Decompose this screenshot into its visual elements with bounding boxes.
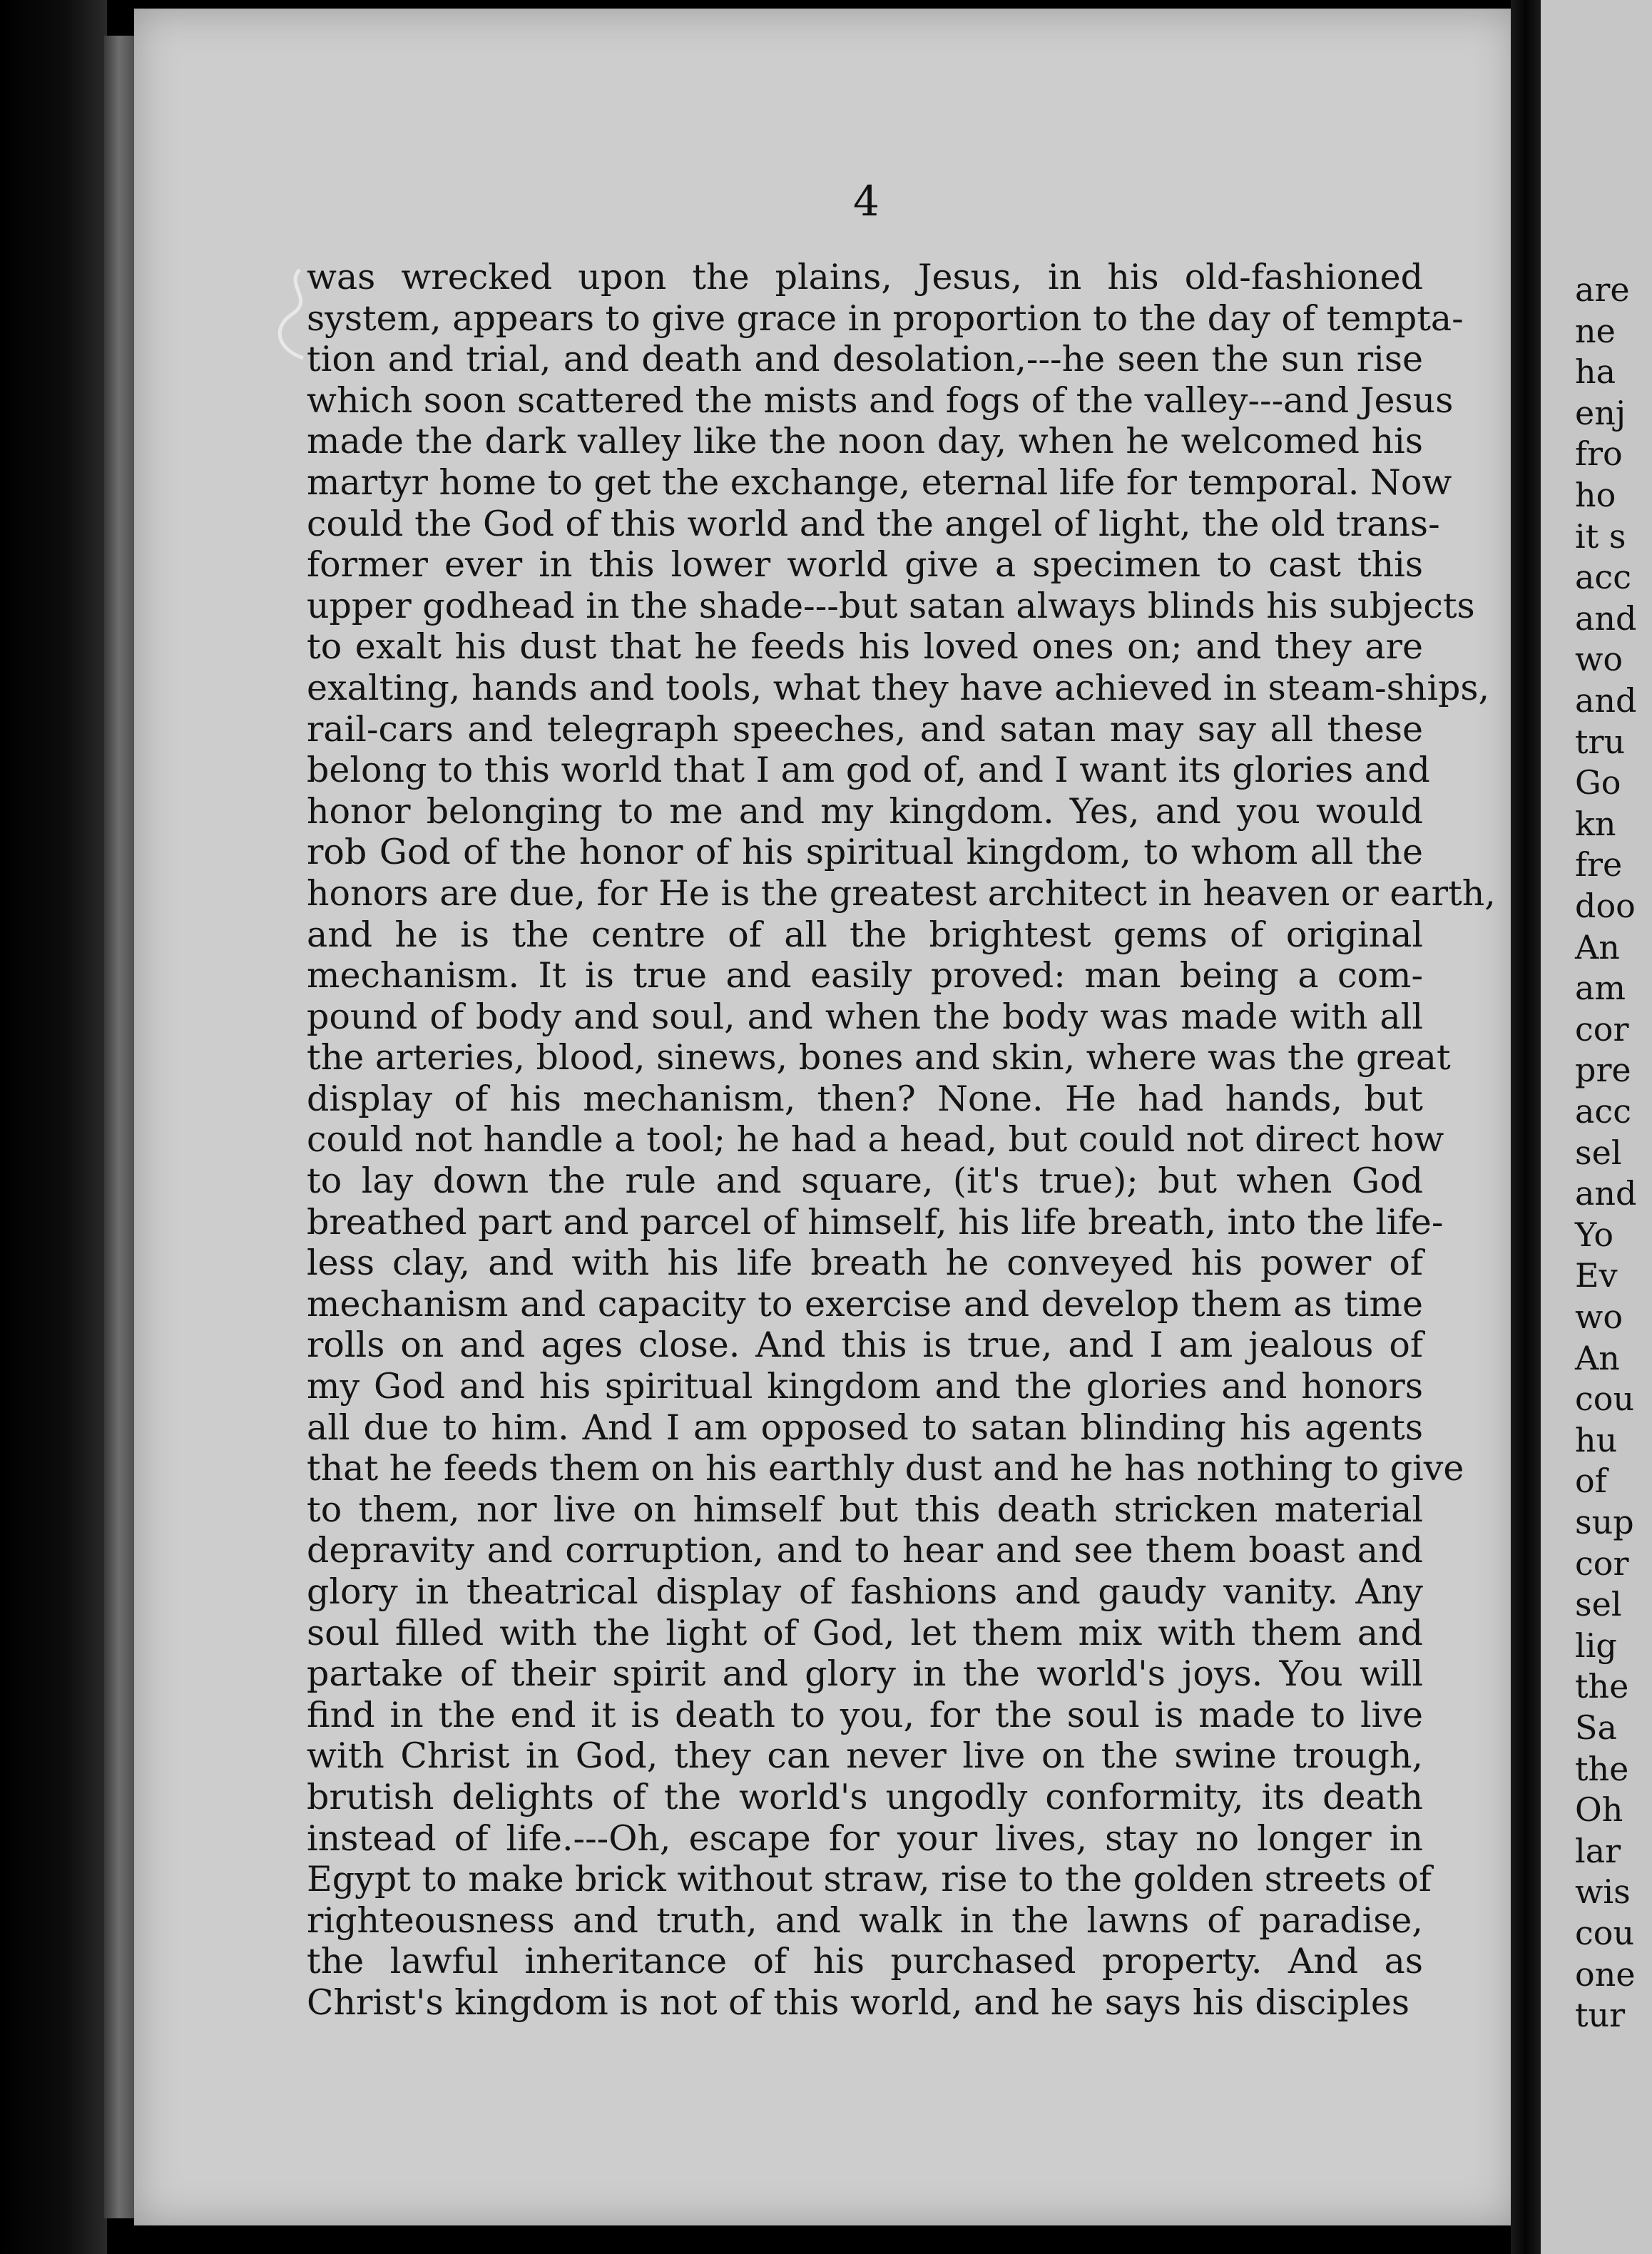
text-line: to them, nor live on himself but this death stricken material — [307, 1489, 1423, 1530]
adjacent-page-fragment: of — [1575, 1462, 1607, 1500]
text-line: could the God of this world and the angel of light, the old trans- — [307, 503, 1440, 544]
adjacent-page-fragment: wo — [1575, 640, 1623, 678]
text-line: that he feeds them on his earthly dust and he has nothing to give — [307, 1448, 1464, 1489]
scan-left-margin — [0, 0, 107, 2254]
text-line: instead of life.---Oh, escape for your lives, stay no longer in — [307, 1817, 1423, 1859]
adjacent-page-fragment: cor — [1575, 1544, 1629, 1583]
page-number: 4 — [853, 177, 879, 225]
adjacent-page-fragment: Sa — [1575, 1708, 1617, 1747]
text-line: which soon scattered the mists and fogs of the valley---and Jesus — [307, 379, 1454, 421]
text-line: mechanism. It is true and easily proved: man being a com- — [307, 955, 1423, 996]
text-line: honors are due, for He is the greatest architect in heaven or earth, — [307, 872, 1496, 914]
adjacent-page-fragment: lar — [1575, 1832, 1621, 1870]
text-line: and he is the centre of all the brightest gems of original — [307, 914, 1423, 955]
text-line: soul filled with the light of God, let them mix with them and — [307, 1612, 1423, 1653]
text-line: brutish delights of the world's ungodly conformity, its death — [307, 1776, 1423, 1817]
text-line: honor belonging to me and my kingdom. Yes, and you would — [307, 790, 1423, 832]
adjacent-page-fragment: ne — [1575, 312, 1616, 350]
text-line: my God and his spiritual kingdom and the glories and honors — [307, 1366, 1423, 1407]
text-line: could not handle a tool; he had a head, but could not direct how — [307, 1119, 1444, 1161]
text-line: exalting, hands and tools, what they have achieved in steam-ships, — [307, 667, 1490, 708]
text-line: made the dark valley like the noon day, when he welcomed his — [307, 421, 1423, 462]
adjacent-page-fragment: sel — [1575, 1133, 1622, 1172]
text-line: martyr home to get the exchange, eternal life for temporal. Now — [307, 461, 1452, 503]
adjacent-page-fragment: pre — [1575, 1051, 1631, 1089]
adjacent-page-fragment: wo — [1575, 1297, 1623, 1336]
adjacent-page-fragment: ha — [1575, 352, 1616, 391]
text-line: with Christ in God, they can never live on the swine trough, — [307, 1735, 1423, 1777]
adjacent-page-fragment: ho — [1575, 476, 1616, 514]
adjacent-page-fragment: fre — [1575, 845, 1623, 884]
text-line: pound of body and soul, and when the body was made with all — [307, 996, 1423, 1037]
text-line: to lay down the rule and square, (it's true); but when God — [307, 1161, 1423, 1202]
body-text — [307, 257, 1496, 2024]
text-line: rail-cars and telegraph speeches, and satan may say all these — [307, 708, 1423, 750]
adjacent-page — [1541, 0, 1652, 2254]
text-line: tion and trial, and death and desolation,---he seen the sun rise — [307, 339, 1423, 380]
adjacent-page-fragment: Oh — [1575, 1790, 1623, 1829]
adjacent-page-fragment: cor — [1575, 1010, 1629, 1049]
text-line: belong to this world that I am god of, and I want its glories and — [307, 750, 1430, 791]
text-line: glory in theatrical display of fashions and gaudy vanity. Any — [307, 1571, 1423, 1612]
adjacent-page-fragment: Go — [1575, 763, 1621, 802]
text-line: Christ's kingdom is not of this world, and he says his disciples — [307, 1982, 1410, 2023]
adjacent-page-fragment: lig — [1575, 1626, 1617, 1665]
page-edge — [104, 36, 137, 2218]
adjacent-page-fragment: sel — [1575, 1585, 1622, 1623]
adjacent-page-fragment: cou — [1575, 1914, 1635, 1952]
adjacent-page-fragment: tur — [1575, 1996, 1626, 2034]
text-line: display of his mechanism, then? None. He had hands, but — [307, 1078, 1423, 1119]
text-line: upper godhead in the shade---but satan always blinds his subjects — [307, 585, 1475, 626]
adjacent-page-fragment: enj — [1575, 394, 1626, 432]
text-line: system, appears to give grace in proportion to the day of tempta- — [307, 297, 1464, 339]
adjacent-page-fragment: am — [1575, 969, 1626, 1007]
text-line: partake of their spirit and glory in the world's joys. You will — [307, 1653, 1423, 1695]
text-line: righteousness and truth, and walk in the lawns of paradise, — [307, 1899, 1423, 1941]
text-line: the lawful inheritance of his purchased property. And as — [307, 1941, 1423, 1982]
adjacent-page-fragment: one — [1575, 1955, 1636, 1994]
adjacent-page-fragment: fro — [1575, 434, 1623, 473]
text-line: former ever in this lower world give a specimen to cast this — [307, 544, 1423, 586]
text-line: less clay, and with his life breath he conveyed his power of — [307, 1243, 1423, 1284]
adjacent-page-fragment: hu — [1575, 1421, 1618, 1459]
adjacent-page-fragment: An — [1575, 928, 1620, 967]
text-line: was wrecked upon the plains, Jesus, in his old-fashioned — [307, 257, 1423, 297]
adjacent-page-fragment: acc — [1575, 558, 1631, 596]
adjacent-page-fragment: kn — [1575, 805, 1616, 843]
adjacent-page-fragment: cou — [1575, 1380, 1635, 1418]
adjacent-page-fragment: tru — [1575, 723, 1626, 761]
adjacent-page-fragment: Yo — [1575, 1215, 1614, 1254]
adjacent-page-fragment: and — [1575, 1174, 1637, 1213]
adjacent-page-fragment: wis — [1575, 1872, 1631, 1911]
adjacent-page-fragment: doo — [1575, 887, 1636, 925]
adjacent-page-fragment: the — [1575, 1750, 1629, 1788]
text-line: mechanism and capacity to exercise and develop them as time — [307, 1283, 1423, 1325]
adjacent-page-fragment: the — [1575, 1667, 1629, 1705]
text-line: to exalt his dust that he feeds his loved ones on; and they are — [307, 626, 1423, 668]
adjacent-page-fragment: An — [1575, 1339, 1620, 1377]
text-line: breathed part and parcel of himself, his life breath, into the life- — [307, 1201, 1444, 1243]
adjacent-page-fragment: and — [1575, 681, 1637, 720]
adjacent-page-fragment: Ev — [1575, 1256, 1618, 1295]
text-line: the arteries, blood, sinews, bones and skin, where was the great — [307, 1037, 1451, 1078]
text-line: rolls on and ages close. And this is true, and I am jealous of — [307, 1325, 1423, 1366]
adjacent-page-fragment: it s — [1575, 517, 1626, 556]
adjacent-page-fragment: and — [1575, 599, 1637, 638]
text-line: all due to him. And I am opposed to satan blinding his agents — [307, 1407, 1423, 1448]
adjacent-page-fragment: sup — [1575, 1503, 1634, 1541]
text-line: find in the end it is death to you, for the soul is made to live — [307, 1694, 1423, 1735]
text-line: rob God of the honor of his spiritual kingdom, to whom all the — [307, 832, 1423, 873]
text-line: depravity and corruption, and to hear and see them boast and — [307, 1530, 1423, 1571]
text-line: Egypt to make brick without straw, rise to the golden streets of — [307, 1859, 1432, 1900]
adjacent-page-fragment: acc — [1575, 1092, 1631, 1131]
adjacent-page-fragment: are — [1575, 270, 1630, 309]
book-spine — [1511, 0, 1541, 2254]
